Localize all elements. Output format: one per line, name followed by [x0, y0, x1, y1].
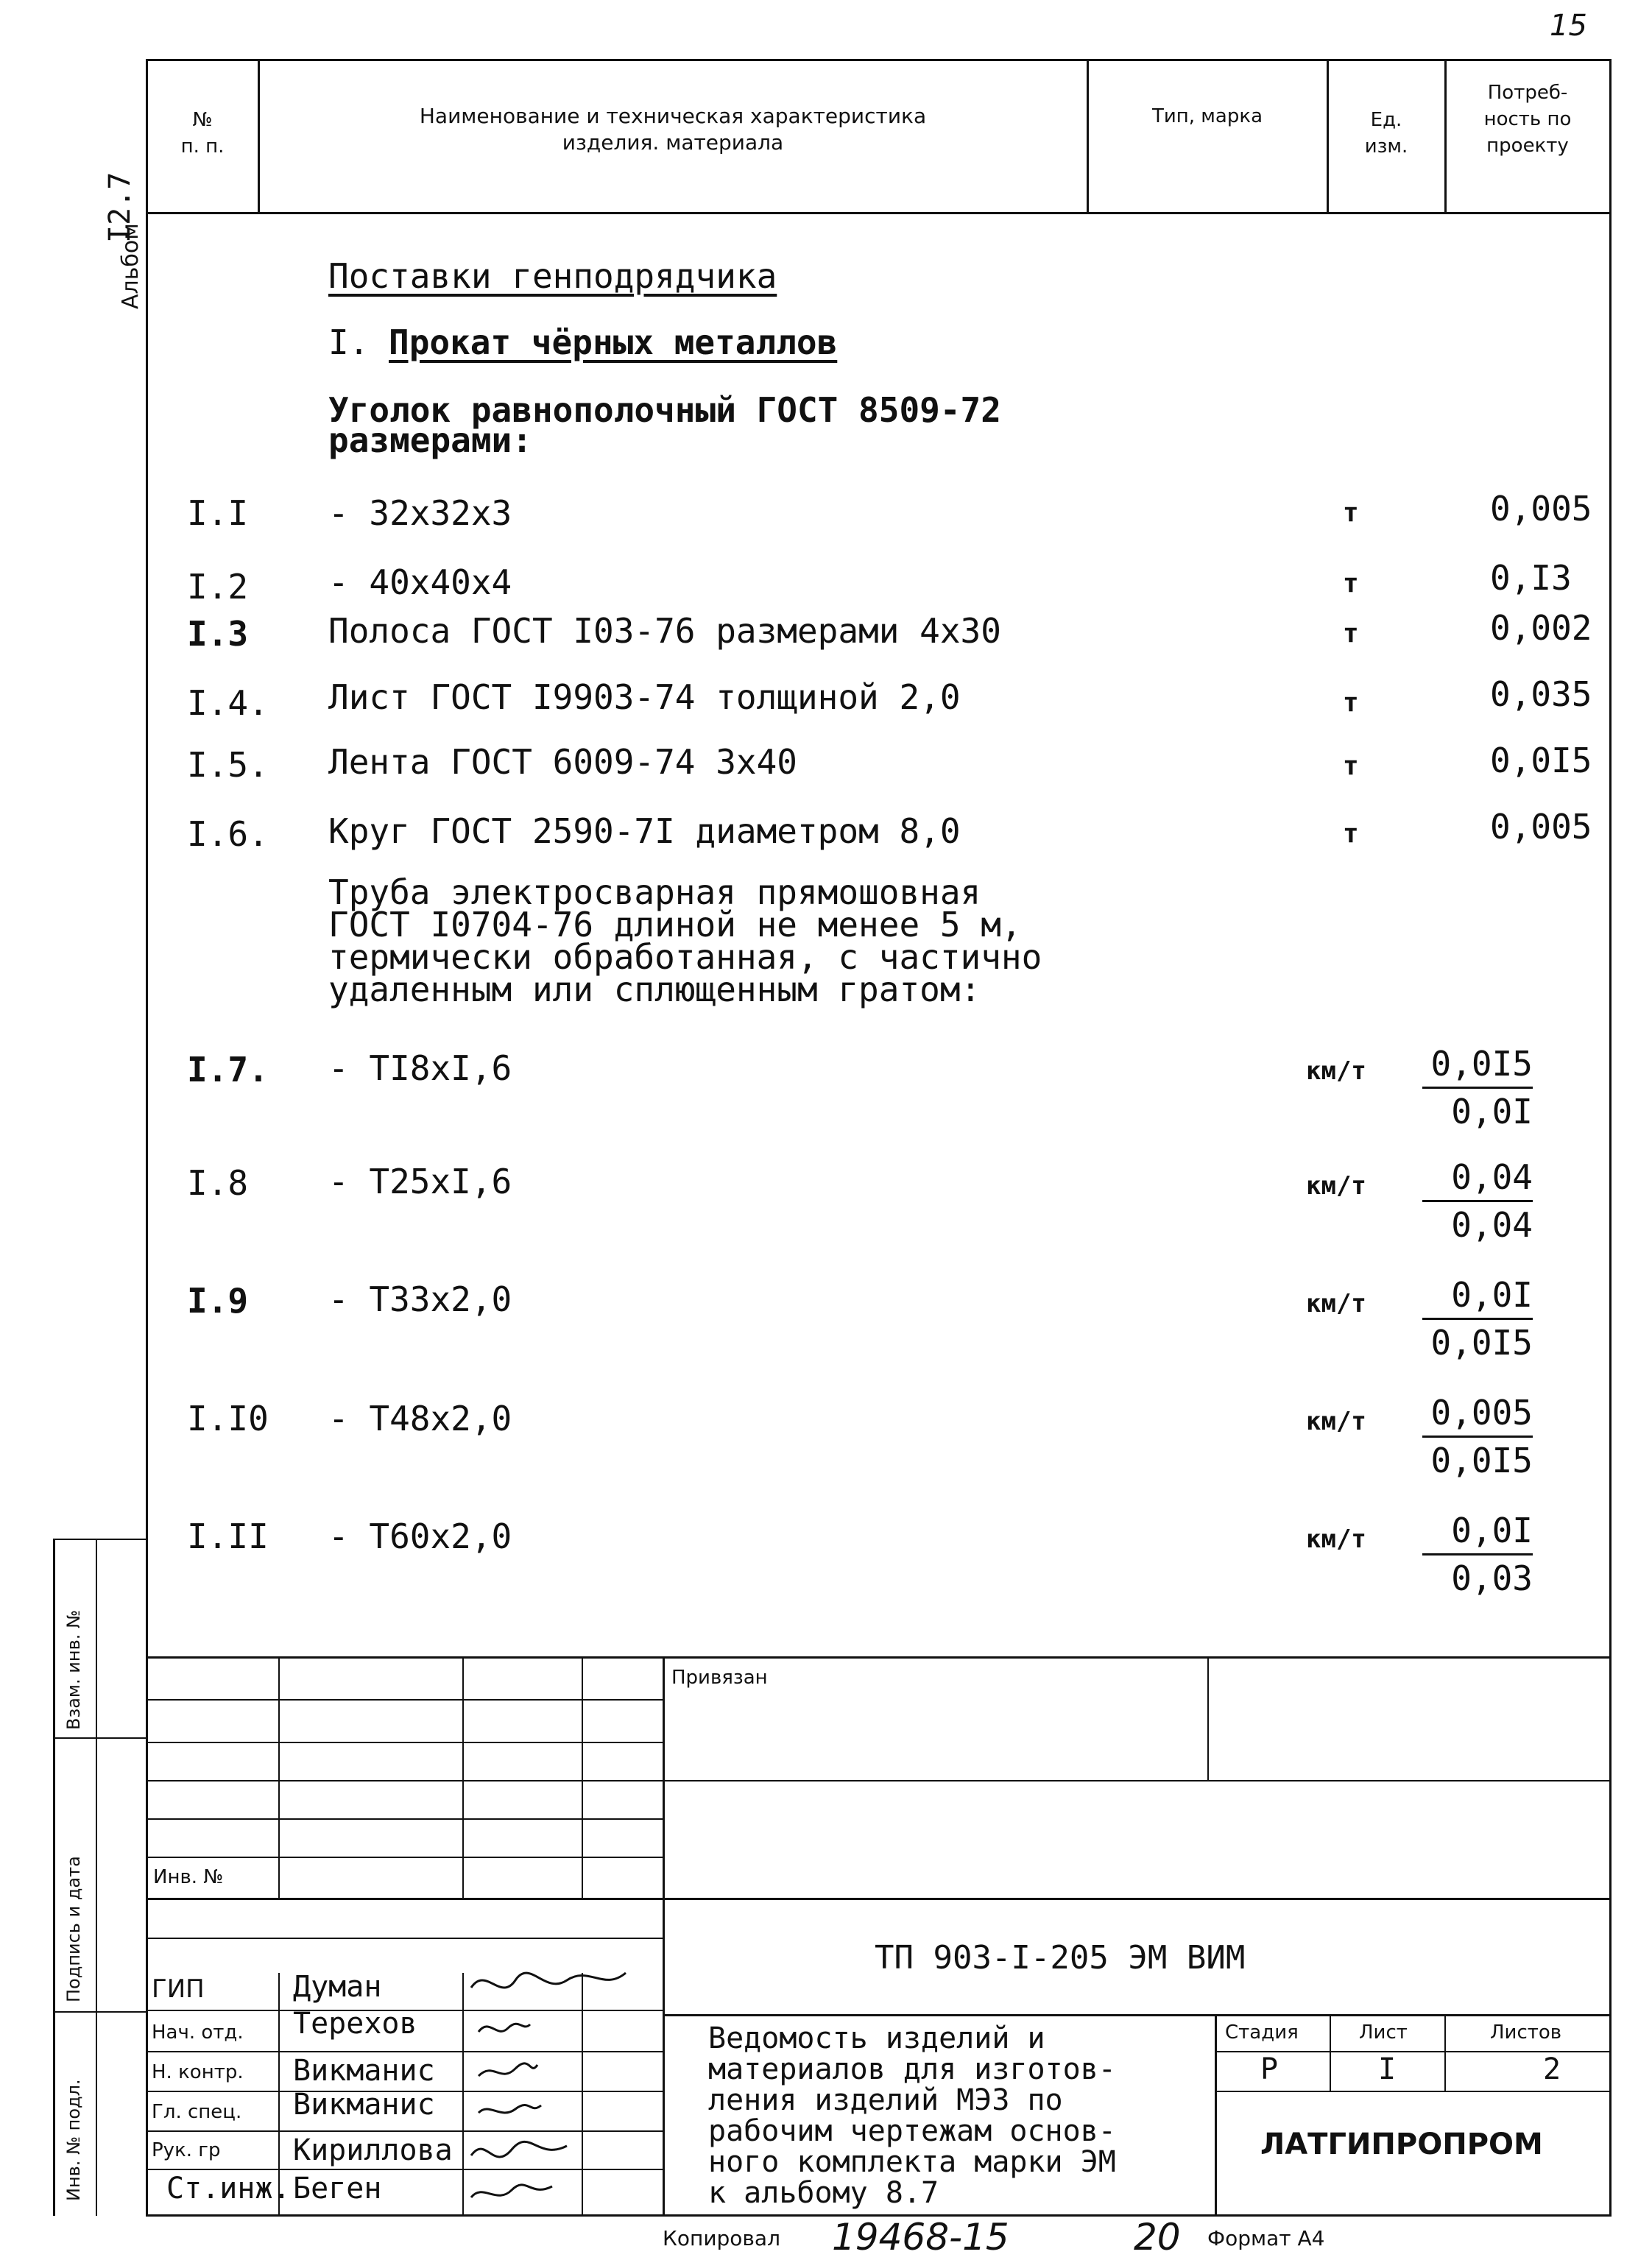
row-no: I.9: [187, 1281, 249, 1321]
stamp-h7: [146, 1938, 663, 1939]
stamp-v2: [462, 1656, 464, 1899]
row-name: Лист ГОСТ I9903-74 толщиной 2,0: [328, 677, 961, 717]
angle-line-2: размерами:: [328, 420, 532, 460]
row-no: I.4.: [187, 683, 269, 723]
document-code: ТП 903-I-205 ЭМ ВИМ: [875, 1939, 1246, 1977]
row-unit: км/т: [1306, 1407, 1366, 1436]
row-no: I.6.: [187, 814, 269, 854]
footer-number-2: 20: [1134, 2216, 1181, 2259]
side-podpis: Подпись и дата: [63, 1856, 84, 2002]
name-terekhov: Терехов: [293, 2007, 417, 2041]
qty-denominator: 0,0I5: [1430, 1323, 1533, 1363]
role-gl-spec: Гл. спец.: [152, 2101, 242, 2123]
qty-denominator: 0,04: [1451, 1205, 1533, 1245]
row-no: I.2: [187, 567, 249, 607]
side-album: Альбом: [118, 223, 144, 309]
row-qty-fraction: [1422, 1394, 1533, 1479]
privyazan-bottom: [663, 1780, 1611, 1781]
stamp-v3: [582, 1656, 583, 1899]
side-strip-left: [53, 1539, 55, 2216]
privyazan-label: Привязан: [671, 1667, 768, 1689]
side-strip-div2: [53, 2011, 147, 2013]
name-kirillova: Кириллова: [293, 2133, 453, 2167]
row-no: I.7.: [187, 1050, 269, 1090]
footer-format: Формат А4: [1207, 2226, 1325, 2250]
doc-title-div: [1215, 2014, 1217, 2214]
row-unit: км/т: [1306, 1525, 1366, 1554]
qty-denominator: 0,0I5: [1430, 1441, 1533, 1480]
row-name: - T60x2,0: [328, 1516, 512, 1556]
sheet-value: I: [1378, 2052, 1397, 2086]
row-name: - T25xI,6: [328, 1162, 512, 1201]
code-bottom: [663, 2014, 1611, 2016]
row-unit: км/т: [1306, 1056, 1366, 1086]
header-unit: Ед. изм.: [1364, 109, 1408, 158]
role-st-inzh: Ст.инж.: [166, 2172, 291, 2206]
row-name: - 40x40x4: [328, 562, 512, 602]
side-strip-top: [53, 1539, 147, 1540]
row-qty: 0,I3: [1490, 558, 1572, 598]
stamp-h3: [146, 1780, 663, 1781]
row-no: I.5.: [187, 745, 269, 785]
name-duman: Думан: [293, 1970, 382, 2004]
document-title: Ведомость изделий и материалов для изготов- ления изделий МЭЗ по рабочим чертежам основ- ного комплекта марки ЭМ к альбому 8.7: [708, 2021, 1116, 2210]
side-album-no: I2.7: [103, 172, 137, 243]
signature-scribbles: [456, 1958, 648, 2216]
frame-left: [146, 59, 148, 2216]
sheet-label: Лист: [1359, 2021, 1408, 2044]
frame-right: [1609, 59, 1612, 2216]
angle-line-1: Уголок равнополочный ГОСТ 8509-72: [328, 390, 1001, 430]
row-qty-fraction: [1422, 1159, 1533, 1243]
stamp-h5: [146, 1857, 663, 1858]
row-no: I.3: [187, 614, 249, 654]
section-no: I.: [328, 322, 370, 362]
section-title: Прокат чёрных металлов: [389, 322, 838, 362]
stamp-h2: [146, 1742, 663, 1743]
row-name: - T33x2,0: [328, 1279, 512, 1319]
stamp-h4: [146, 1818, 663, 1820]
sheets-label: Листов: [1490, 2021, 1562, 2044]
role-nach-otd: Нач. отд.: [152, 2021, 244, 2044]
row-unit: т: [1343, 751, 1359, 781]
row-no: I.II: [187, 1516, 269, 1556]
side-strip-div1: [53, 1737, 147, 1739]
row-no: I.8: [187, 1163, 249, 1203]
header-no: № п. п.: [180, 109, 225, 158]
qty-numerator: 0,0I: [1422, 1276, 1533, 1320]
organization-name: ЛАТГИПРОПРОМ: [1260, 2127, 1543, 2161]
header-name: Наименование и техническая характеристика изделия. материала: [419, 104, 927, 155]
role-gip: ГИП: [152, 1974, 205, 2004]
row-name: - TI8xI,6: [328, 1048, 512, 1088]
row-qty-fraction: [1422, 1276, 1533, 1361]
header-need: Потреб- ность по проекту: [1483, 82, 1572, 157]
stamp-h6: [146, 1898, 1612, 1900]
row-no: I.I0: [187, 1399, 269, 1438]
sheets-value: 2: [1543, 2052, 1561, 2086]
row-name: Круг ГОСТ 2590-7I диаметром 8,0: [328, 811, 961, 851]
row-unit: т: [1343, 688, 1359, 718]
stamp-v4: [663, 1656, 665, 2216]
side-strip-mid: [96, 1539, 97, 2216]
footer-number: 19468-15: [832, 2216, 1009, 2259]
role-ruk-gr: Рук. гр: [152, 2139, 221, 2161]
row-name: - 32x32x3: [328, 493, 512, 533]
row-unit: км/т: [1306, 1289, 1366, 1318]
qty-numerator: 0,0I: [1422, 1512, 1533, 1555]
qty-denominator: 0,0I: [1451, 1092, 1533, 1131]
row-qty: 0,0I5: [1490, 741, 1592, 780]
row-qty: 0,005: [1490, 489, 1592, 529]
row-name: Лента ГОСТ 6009-74 3x40: [328, 742, 797, 782]
privyazan-div: [1207, 1656, 1209, 1781]
qty-numerator: 0,005: [1422, 1394, 1533, 1438]
row-qty: 0,002: [1490, 608, 1592, 648]
role-n-kontr: Н. контр.: [152, 2061, 244, 2083]
qty-denominator: 0,03: [1451, 1558, 1533, 1598]
side-inv-podl: Инв. № подл.: [63, 2079, 84, 2201]
inv-no-label: Инв. №: [153, 1866, 224, 1888]
name-vikmanis-1: Викманис: [293, 2054, 435, 2088]
frame-top: [146, 59, 1612, 61]
stage-v2: [1444, 2014, 1446, 2091]
row-qty-fraction: [1422, 1045, 1533, 1130]
stage-v1: [1330, 2014, 1331, 2091]
stamp-h1: [146, 1699, 663, 1701]
stage-value: Р: [1260, 2052, 1279, 2086]
row-unit: т: [1343, 568, 1359, 598]
header-type: Тип, марка: [1152, 105, 1263, 127]
row-unit: т: [1343, 819, 1359, 849]
page-mark: 15: [1550, 9, 1587, 43]
pipe-description: Труба электросварная прямошовная ГОСТ I0704-76 длиной не менее 5 м, термически обработанная, с частично удаленным или сплющенным гратом:: [328, 872, 1042, 1009]
row-name: Полоса ГОСТ I03-76 размерами 4x30: [328, 611, 1001, 651]
qty-numerator: 0,04: [1422, 1159, 1533, 1202]
qty-numerator: 0,0I5: [1422, 1045, 1533, 1089]
row-unit: т: [1343, 618, 1359, 649]
stamp-v1: [278, 1656, 280, 1899]
row-qty: 0,035: [1490, 674, 1592, 714]
row-unit: т: [1343, 498, 1359, 528]
supplier-heading: Поставки генподрядчика: [328, 256, 777, 296]
name-vikmanis-2: Викманис: [293, 2088, 435, 2122]
row-name: - T48x2,0: [328, 1399, 512, 1438]
stage-label: Стадия: [1225, 2021, 1299, 2044]
row-qty-fraction: [1422, 1512, 1533, 1597]
row-unit: км/т: [1306, 1171, 1366, 1201]
footer-copied: Копировал: [663, 2226, 780, 2250]
stage-h2: [1215, 2091, 1609, 2092]
header-bottom: [146, 212, 1612, 214]
stamp-top: [146, 1656, 1612, 1659]
hdr-div-2: [1087, 59, 1089, 213]
name-begen: Беген: [293, 2172, 382, 2206]
row-qty: 0,005: [1490, 807, 1592, 847]
row-no: I.I: [187, 493, 249, 533]
side-vzam: Взам. инв. №: [63, 1610, 84, 1730]
